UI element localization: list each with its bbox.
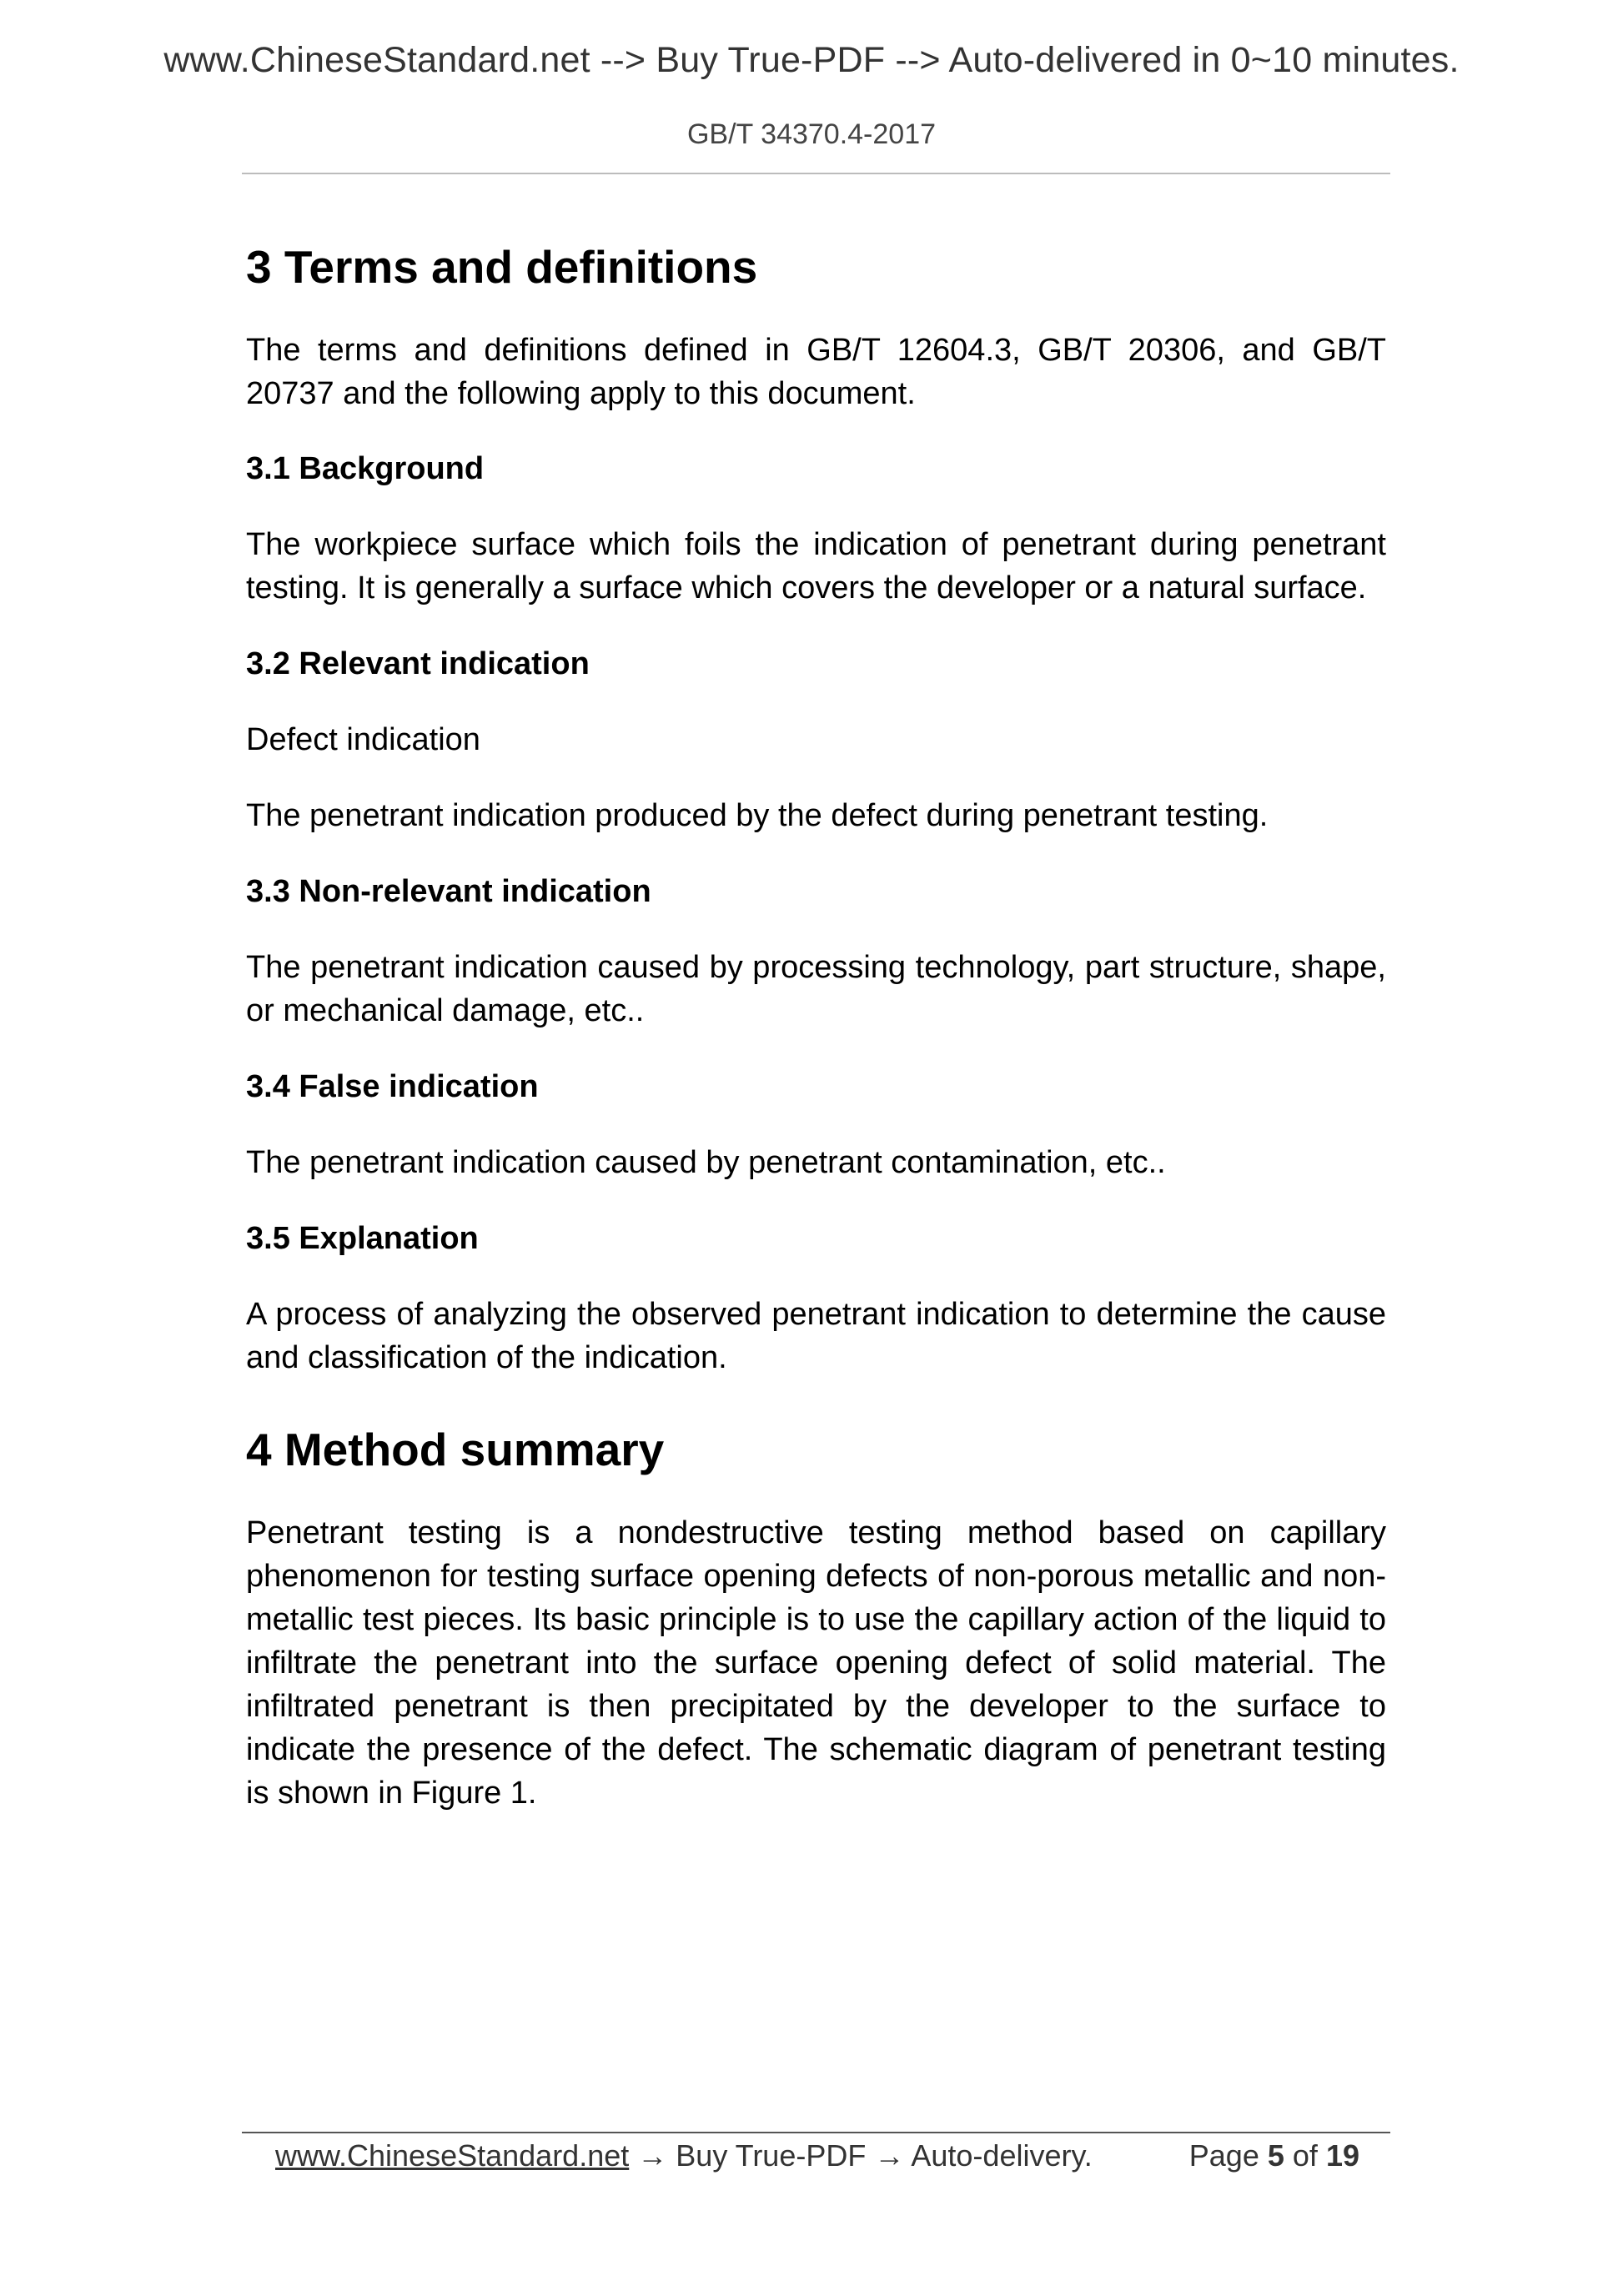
term-3-3-heading: 3.3 Non-relevant indication [246,874,651,909]
term-3-3-definition: The penetrant indication caused by processing technology, part structure, shape, or mechanical damage, etc.. [246,950,1386,1028]
term-3-4-definition: The penetrant indication caused by penetrant contamination, etc.. [246,1145,1166,1180]
top-banner: www.ChineseStandard.net --> Buy True-PDF --> Auto-delivered in 0~10 minutes. [163,40,1460,80]
arrow-right-icon: → [637,2138,668,2173]
page-number: 5 [1267,2138,1284,2173]
document-body [246,234,1386,1815]
footer-site-link[interactable]: www.ChineseStandard.net [275,2138,630,2173]
term-3-4-heading: 3.4 False indication [246,1069,539,1104]
standard-code: GB/T 34370.4-2017 [686,118,937,150]
arrow-right-icon: → [874,2138,905,2173]
section-4-title: 4 Method summary [246,1424,665,1475]
section-4-paragraph: Penetrant testing is a nondestructive testing method based on capillary phenomenon for testing surface opening defects of non-porous metallic and non-metallic test pieces. Its basic principle is to use the capillary action of the liquid to infiltrate the penetrant into the surface opening defect of solid material. The infiltrated penetrant is then precipitated by the developer to the surface to indicate the presence of the defect. The schematic diagram of penetrant testing is shown in Figure 1. [246,1515,1386,1811]
term-3-2-synonym: Defect indication [246,722,480,757]
footer-delivery-text: Auto-delivery. [911,2138,1093,2173]
term-3-1-heading: 3.1 Background [246,451,485,486]
page-footer [275,2135,1376,2177]
header-divider [242,173,1390,174]
of-label: of [1292,2138,1318,2173]
footer-divider [242,2132,1390,2133]
section-3-title: 3 Terms and definitions [246,241,758,293]
term-3-2-definition: The penetrant indication produced by the defect during penetrant testing. [246,798,1269,833]
footer-buy-text: Buy True-PDF [676,2138,867,2173]
term-3-1-definition: The workpiece surface which foils the indication of penetrant during penetrant testing. It is generally a surface which covers the developer or a natural surface. [246,527,1386,605]
total-pages: 19 [1325,2138,1359,2173]
page-indicator [1189,2135,1359,2177]
section-3-intro: The terms and definitions defined in GB/T 12604.3, GB/T 20306, and GB/T 20737 and the following apply to this document. [246,333,1386,411]
page-label: Page [1188,2138,1259,2173]
term-3-5-definition: A process of analyzing the observed penetrant indication to determine the cause and classification of the indication. [246,1297,1386,1375]
term-3-5-heading: 3.5 Explanation [246,1221,479,1256]
term-3-2-heading: 3.2 Relevant indication [246,646,590,681]
